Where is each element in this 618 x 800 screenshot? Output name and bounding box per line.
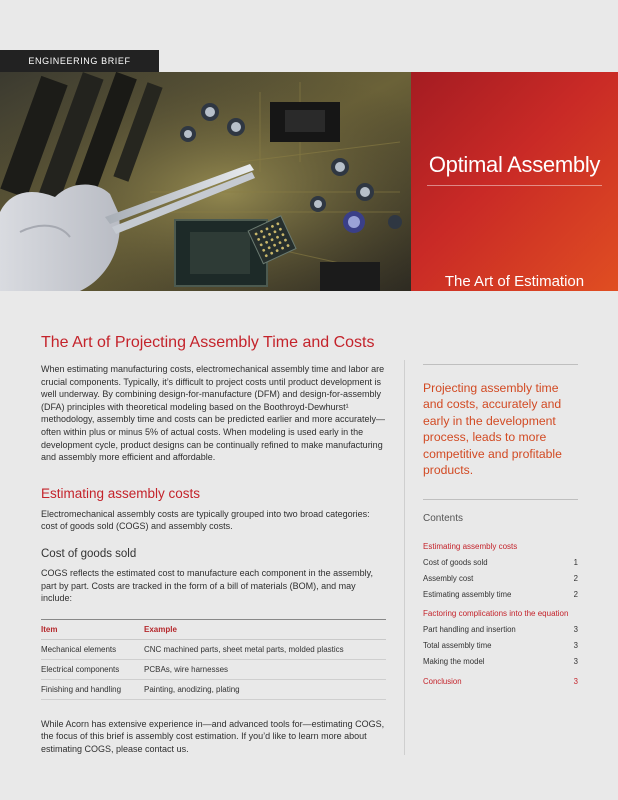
toc-item-page: 2: [573, 590, 578, 600]
intro-paragraph: When estimating manufacturing costs, electromechanical assembly time and labor are crucial components. Typically, it’s difficult to project costs until product development is well underway. By combining design-for-manufacture (DFM) and design-for-assembly (DFA) principles with theoretical modeling based on the Boothroyd-Dewhurst¹ methodology, assembly time and costs can be predicted earlier and more accurately—often within plus or minus 5% of actual costs. When modeling is used early in the development cycle, product designs can be continually refined to make manufacturing and assembly more efficient and affordable.: [41, 364, 386, 463]
subsection-heading-cogs: Cost of goods sold: [41, 547, 137, 560]
hero-title: Optimal Assembly: [428, 152, 601, 177]
section-paragraph: Electromechanical assembly costs are typically grouped into two broad categories: cost of goods sold (COGS) and assembly costs.: [41, 508, 370, 532]
section-heading-estimating: Estimating assembly costs: [41, 485, 201, 501]
hero-divider: [427, 185, 602, 186]
table-cell: Electrical components: [41, 659, 144, 679]
table-row: [41, 659, 386, 679]
toc-item-page: 3: [573, 641, 578, 651]
toc-item-label: Assembly cost: [423, 574, 474, 584]
toc-item-label: Total assembly time: [423, 641, 492, 651]
toc-section-link[interactable]: Estimating assembly costs: [423, 542, 518, 552]
toc-item-label: Estimating assembly time: [423, 590, 512, 600]
toc-item[interactable]: [423, 574, 578, 583]
toc-item[interactable]: [423, 641, 578, 650]
hero-subtitle: The Art of Estimation: [444, 273, 585, 290]
table-row: [41, 639, 386, 659]
toc-item-page: 2: [573, 574, 578, 584]
toc-item-page: 3: [573, 657, 578, 667]
toc-item[interactable]: [423, 558, 578, 567]
sidebar-mid-rule: [423, 499, 578, 500]
table-header-row: [41, 619, 386, 639]
toc-item-label: Cost of goods sold: [423, 558, 488, 568]
bom-table: [41, 619, 386, 700]
column-header: Item: [41, 619, 144, 639]
toc-item-page: 3: [573, 677, 578, 687]
main-column: [41, 333, 386, 756]
table-cell: Mechanical elements: [41, 639, 144, 659]
circuit-board-illustration: [0, 72, 411, 291]
toc-conclusion-link[interactable]: [423, 677, 578, 686]
hero-title-panel: [411, 72, 618, 291]
contents-heading: Contents: [423, 513, 464, 525]
toc-item[interactable]: [423, 590, 578, 599]
toc-section-link[interactable]: Factoring complications into the equation: [423, 609, 569, 619]
hero-photo: [0, 72, 411, 291]
article-title: The Art of Projecting Assembly Time and Costs: [41, 334, 375, 351]
table-cell: Finishing and handling: [41, 679, 144, 699]
column-divider: [404, 360, 405, 755]
toc-item-page: 3: [573, 625, 578, 635]
document-type-tag: ENGINEERING BRIEF: [0, 50, 159, 72]
toc-item-label: Making the model: [423, 657, 485, 667]
table-cell: CNC machined parts, sheet metal parts, molded plastics: [144, 639, 386, 659]
sidebar: [423, 364, 578, 686]
toc-item[interactable]: [423, 657, 578, 666]
toc-item[interactable]: [423, 625, 578, 634]
sidebar-top-rule: [423, 364, 578, 365]
table-cell: Painting, anodizing, plating: [144, 679, 386, 699]
closing-paragraph: While Acorn has extensive experience in—and advanced tools for—estimating COGS, the focus of this brief is assembly cost estimation. If you’d like to learn more about estimating COGS, please contact us.: [41, 718, 385, 754]
table-row: [41, 679, 386, 699]
pull-quote: Projecting assembly time and costs, accurately and early in the development process, leads to more competitive and profitable products.: [423, 381, 562, 478]
subsection-paragraph: COGS reflects the estimated cost to manufacture each component in the assembly, part by part. Costs are tracked in the form of a bill of materials (BOM), and may include:: [41, 567, 373, 604]
column-header: Example: [144, 619, 386, 639]
toc-item-label: Conclusion: [423, 677, 462, 687]
toc-item-page: 1: [573, 558, 578, 568]
toc-item-label: Part handling and insertion: [423, 625, 516, 635]
table-cell: PCBAs, wire harnesses: [144, 659, 386, 679]
